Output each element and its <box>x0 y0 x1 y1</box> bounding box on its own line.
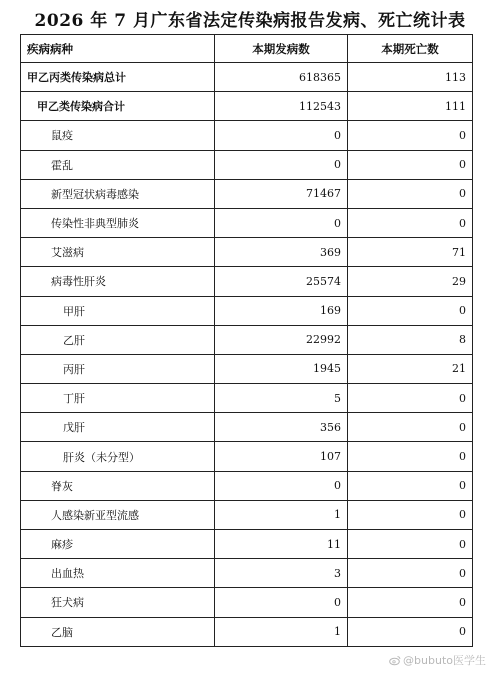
header-cases: 本期发病数 <box>215 35 348 63</box>
table-row <box>21 63 473 92</box>
death-count: 0 <box>348 208 473 237</box>
table-row <box>21 588 473 617</box>
watermark-text: @bubuto医学生 <box>403 654 486 667</box>
disease-name: 甲乙类传染病合计 <box>21 92 215 121</box>
disease-name: 丁肝 <box>21 384 215 413</box>
death-count: 113 <box>348 63 473 92</box>
header-deaths: 本期死亡数 <box>348 35 473 63</box>
disease-name: 丙肝 <box>21 354 215 383</box>
death-count: 0 <box>348 150 473 179</box>
disease-name: 出血热 <box>21 559 215 588</box>
death-count: 0 <box>348 530 473 559</box>
table-row <box>21 325 473 354</box>
table-row <box>21 208 473 237</box>
watermark <box>389 652 486 668</box>
case-count: 369 <box>215 238 348 267</box>
case-count: 25574 <box>215 267 348 296</box>
table-header-row <box>21 35 473 63</box>
death-count: 0 <box>348 442 473 471</box>
death-count: 0 <box>348 384 473 413</box>
death-count: 0 <box>348 179 473 208</box>
table-row <box>21 530 473 559</box>
table-row <box>21 442 473 471</box>
case-count: 0 <box>215 471 348 500</box>
case-count: 71467 <box>215 179 348 208</box>
disease-statistics-table <box>20 34 473 647</box>
case-count: 356 <box>215 413 348 442</box>
case-count: 0 <box>215 121 348 150</box>
death-count: 0 <box>348 500 473 529</box>
disease-name: 甲乙丙类传染病总计 <box>21 63 215 92</box>
case-count: 112543 <box>215 92 348 121</box>
disease-name: 乙肝 <box>21 325 215 354</box>
table-row <box>21 384 473 413</box>
case-count: 3 <box>215 559 348 588</box>
case-count: 169 <box>215 296 348 325</box>
death-count: 111 <box>348 92 473 121</box>
table-row <box>21 150 473 179</box>
disease-name: 传染性非典型肺炎 <box>21 208 215 237</box>
table-row <box>21 471 473 500</box>
disease-name: 人感染新亚型流感 <box>21 500 215 529</box>
death-count: 0 <box>348 296 473 325</box>
table-row <box>21 238 473 267</box>
disease-name: 狂犬病 <box>21 588 215 617</box>
case-count: 0 <box>215 588 348 617</box>
weibo-icon <box>389 654 401 666</box>
disease-name: 乙脑 <box>21 617 215 646</box>
case-count: 1 <box>215 617 348 646</box>
disease-name: 脊灰 <box>21 471 215 500</box>
death-count: 0 <box>348 559 473 588</box>
disease-name: 麻疹 <box>21 530 215 559</box>
death-count: 0 <box>348 413 473 442</box>
death-count: 0 <box>348 471 473 500</box>
disease-name: 甲肝 <box>21 296 215 325</box>
death-count: 71 <box>348 238 473 267</box>
table-row <box>21 617 473 646</box>
disease-name: 霍乱 <box>21 150 215 179</box>
table-row <box>21 92 473 121</box>
case-count: 0 <box>215 150 348 179</box>
case-count: 11 <box>215 530 348 559</box>
table-row <box>21 500 473 529</box>
header-disease: 疾病病种 <box>21 35 215 63</box>
table-row <box>21 267 473 296</box>
disease-name: 鼠疫 <box>21 121 215 150</box>
case-count: 1 <box>215 500 348 529</box>
death-count: 0 <box>348 588 473 617</box>
disease-name: 艾滋病 <box>21 238 215 267</box>
table-row <box>21 296 473 325</box>
case-count: 618365 <box>215 63 348 92</box>
disease-name: 肝炎（未分型） <box>21 442 215 471</box>
case-count: 0 <box>215 208 348 237</box>
case-count: 5 <box>215 384 348 413</box>
table-row <box>21 354 473 383</box>
case-count: 1945 <box>215 354 348 383</box>
death-count: 21 <box>348 354 473 383</box>
death-count: 8 <box>348 325 473 354</box>
disease-name: 戊肝 <box>21 413 215 442</box>
table-row <box>21 413 473 442</box>
table-row <box>21 179 473 208</box>
case-count: 107 <box>215 442 348 471</box>
disease-name: 新型冠状病毒感染 <box>21 179 215 208</box>
case-count: 22992 <box>215 325 348 354</box>
page-title: 2026 年 7 月广东省法定传染病报告发病、死亡统计表 <box>34 11 466 31</box>
death-count: 29 <box>348 267 473 296</box>
table-row <box>21 559 473 588</box>
disease-name: 病毒性肝炎 <box>21 267 215 296</box>
death-count: 0 <box>348 617 473 646</box>
death-count: 0 <box>348 121 473 150</box>
table-row <box>21 121 473 150</box>
